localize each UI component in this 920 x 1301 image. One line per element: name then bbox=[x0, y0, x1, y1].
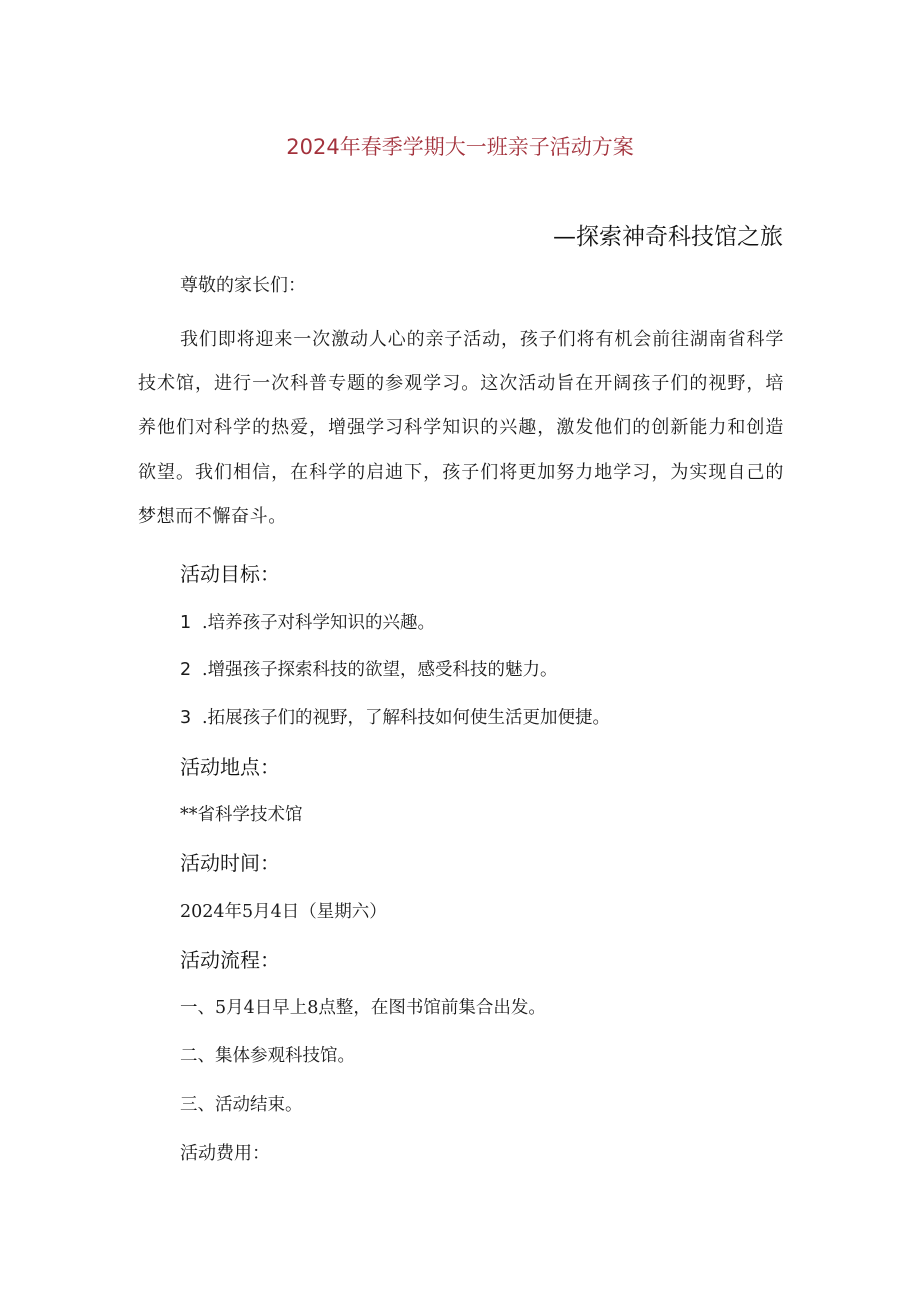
time-value: 2024年5月4日（星期六） bbox=[180, 902, 387, 922]
goal-text: .培养孩子对科学知识的兴趣。 bbox=[202, 613, 436, 633]
goal-number: 3 bbox=[180, 708, 192, 728]
fee-label: 活动费用： bbox=[180, 1143, 270, 1164]
goal-text: .增强孩子探索科技的欲望，感受科技的魅力。 bbox=[202, 660, 558, 680]
goal-item-1 bbox=[180, 609, 435, 637]
document-title: 2024年春季学期大一班亲子活动方案 bbox=[286, 135, 634, 159]
process-step-3: 三、活动结束。 bbox=[180, 1095, 303, 1115]
greeting: 尊敬的家长们： bbox=[180, 275, 306, 296]
process-heading: 活动流程： bbox=[180, 948, 280, 972]
goal-number: 2 bbox=[180, 660, 192, 680]
intro-paragraph: 我们即将迎来一次激动人心的亲子活动，孩子们将有机会前往湖南省科学技术馆，进行一次科普专题的参观学习。这次活动旨在开阔孩子们的视野，培养他们对科学的热爱，增强学习科学知识的兴趣，激发他们的创新能力和创造欲望。我们相信，在科学的启迪下，孩子们将更加努力地学习，为实现自己的梦想而不懈奋斗。 bbox=[138, 329, 784, 527]
process-step-1: 一、5月4日早上8点整，在图书馆前集合出发。 bbox=[180, 998, 546, 1018]
goal-text: .拓展孩子们的视野，了解科技如何使生活更加便捷。 bbox=[202, 708, 611, 728]
goal-item-2 bbox=[180, 656, 558, 684]
location-value: **省科学技术馆 bbox=[180, 805, 303, 825]
goal-number: 1 bbox=[180, 613, 192, 633]
document-subtitle: —探索神奇科技馆之旅 bbox=[553, 224, 783, 250]
goal-item-3 bbox=[180, 704, 610, 732]
goals-heading: 活动目标： bbox=[180, 562, 280, 586]
location-heading: 活动地点： bbox=[180, 755, 280, 779]
time-heading: 活动时间： bbox=[180, 851, 280, 875]
process-step-2: 二、集体参观科技馆。 bbox=[180, 1046, 355, 1066]
